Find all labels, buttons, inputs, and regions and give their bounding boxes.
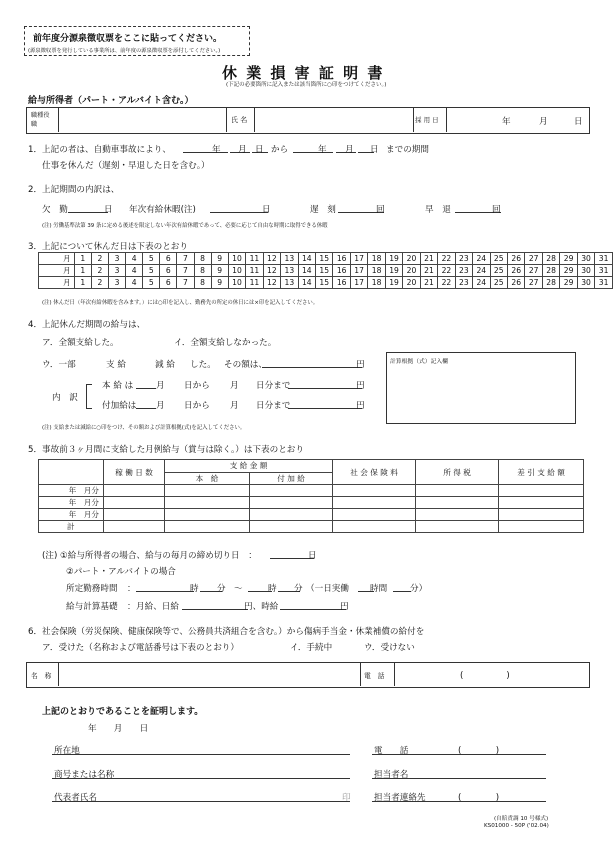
s3-note: (注) 休んだ日（年次有給休暇を含みます。）には○印を記入し、勤務先の所定の休日には×印を記入してください。 <box>42 300 319 306</box>
s4-allowance-label: 付加給は <box>102 401 137 411</box>
calendar-month-cell[interactable] <box>39 253 75 265</box>
s4-base-pay-label: 本 給 は <box>102 381 134 391</box>
s4-breakdown-label: 内 訳 <box>52 393 78 403</box>
calendar-day[interactable]: 20 <box>403 265 420 277</box>
name-label: 氏 名 <box>231 116 248 124</box>
table-cell[interactable] <box>499 509 584 521</box>
calendar-day[interactable]: 18 <box>368 253 385 265</box>
s2-paid-leave-unit: 日 <box>262 205 271 215</box>
s5-colon-1: ： <box>127 584 136 594</box>
row-label: 年 月分 <box>39 497 104 509</box>
calendar-day[interactable]: 11 <box>246 253 263 265</box>
s5-hourly-label: 円、時給 <box>244 602 279 612</box>
table-cell[interactable] <box>104 485 165 497</box>
page-title: 休 業 損 害 証 明 書 <box>222 64 385 82</box>
s1-year-unit: 年 <box>212 145 221 155</box>
s6-phone-paren: ( ) <box>460 671 510 681</box>
calendar-day[interactable]: 4 <box>126 253 143 265</box>
calendar-day[interactable]: 17 <box>350 277 367 289</box>
calendar-day[interactable]: 3 <box>108 265 125 277</box>
calendar-day[interactable]: 5 <box>143 277 160 289</box>
calendar-day[interactable]: 31 <box>595 253 613 265</box>
s5-colon-2: ： <box>127 602 136 612</box>
representative-label: 代表者氏名 <box>54 793 97 803</box>
absence-calendar <box>38 252 613 289</box>
calendar-day[interactable]: 8 <box>194 253 211 265</box>
s1-text: 1．上記の者は、自動車事故により、 <box>28 145 171 155</box>
calendar-day[interactable]: 2 <box>91 277 108 289</box>
s3-heading: 3．上記について休んだ日は下表のとおり <box>28 242 188 252</box>
s6-phone-label: 電 話 <box>364 672 385 680</box>
calendar-day[interactable]: 18 <box>368 277 385 289</box>
s4-amount-label: その額は、 <box>224 360 267 370</box>
representative-input[interactable] <box>52 801 350 802</box>
calendar-day[interactable]: 23 <box>455 253 472 265</box>
hire-year-unit: 年 <box>502 117 511 127</box>
col-extra-pay: 付 加 給 <box>250 472 333 485</box>
certify-phone-label: 電 話 <box>374 746 409 756</box>
s4-calc-box-label: 計算根拠（式）記入欄 <box>390 359 448 365</box>
s1-until: までの期間 <box>386 145 429 155</box>
col-pay-amount: 支 給 金 額 <box>165 460 333 473</box>
s4-allow-day-to: 日分まで <box>256 401 291 411</box>
calendar-day[interactable]: 29 <box>560 277 577 289</box>
company-label: 商号または名称 <box>54 770 115 780</box>
table-cell[interactable] <box>499 521 584 533</box>
calendar-day[interactable]: 1 <box>74 253 91 265</box>
calendar-day[interactable]: 7 <box>177 265 194 277</box>
calendar-day[interactable]: 1 <box>74 277 91 289</box>
calendar-day[interactable]: 21 <box>420 277 437 289</box>
hire-day-unit: 日 <box>574 117 583 127</box>
calendar-day[interactable]: 21 <box>420 265 437 277</box>
table-cell[interactable] <box>165 521 250 533</box>
s4-allow-from-month[interactable] <box>136 408 156 409</box>
table-cell[interactable] <box>250 485 333 497</box>
table-cell[interactable] <box>416 497 499 509</box>
calendar-day[interactable]: 19 <box>385 265 402 277</box>
calendar-day[interactable]: 24 <box>473 277 490 289</box>
calendar-day[interactable]: 20 <box>403 277 420 289</box>
calendar-day[interactable]: 9 <box>211 253 228 265</box>
s4-amount-unit: 円 <box>356 360 365 370</box>
s5-tilde: ～ <box>234 584 243 594</box>
table-cell[interactable] <box>165 485 250 497</box>
s1-text-b: 仕事を休んだ（遅刻・早退した日を含む。） <box>42 161 210 171</box>
calendar-day[interactable]: 25 <box>490 265 507 277</box>
s6-heading: 6．社会保険（労災保険、健康保険等で、公務員共済組合を含む。）から傷病手当金・休業補償の給付を <box>28 627 425 637</box>
col-work-days: 稼 働 日 数 <box>104 460 165 485</box>
table-cell[interactable] <box>104 497 165 509</box>
calendar-day[interactable]: 2 <box>91 265 108 277</box>
salary-table <box>38 459 584 533</box>
form-code: KS01000 - 50P ('02.04) <box>484 823 549 829</box>
calendar-day[interactable]: 29 <box>560 265 577 277</box>
s2-absence-label: 欠 勤 <box>42 205 68 215</box>
s1-start-year[interactable] <box>183 152 228 153</box>
contact-paren: ( ) <box>458 793 500 803</box>
contact-label: 担当者連絡先 <box>374 793 426 803</box>
calendar-day[interactable]: 18 <box>368 265 385 277</box>
s4-base-day-to: 日分まで <box>256 381 291 391</box>
calendar-day[interactable]: 14 <box>298 277 315 289</box>
form-number: (自賠責調 10 号様式) <box>494 816 549 822</box>
s4-base-yen: 円 <box>356 381 365 391</box>
contact-input[interactable] <box>372 801 546 802</box>
calendar-day[interactable]: 19 <box>385 277 402 289</box>
certify-date[interactable]: 年 月 日 <box>88 724 149 734</box>
calendar-day[interactable]: 30 <box>577 253 594 265</box>
s2-absence-unit: 日 <box>104 205 113 215</box>
calendar-day[interactable]: 28 <box>542 265 559 277</box>
calendar-day[interactable]: 10 <box>228 277 245 289</box>
s2-paid-leave-label: 年次有給休暇(注) <box>129 205 196 215</box>
table-cell[interactable] <box>250 497 333 509</box>
s6-option-u[interactable]: ウ．受けない <box>364 643 415 653</box>
address-label: 所在地 <box>54 746 80 756</box>
calendar-day[interactable]: 4 <box>126 277 143 289</box>
s4-paid-option[interactable]: 支 給 <box>106 360 126 370</box>
s4-option-u[interactable]: ウ．一部 <box>42 360 76 370</box>
calendar-day[interactable]: 5 <box>143 265 160 277</box>
s4-base-month-unit-2: 月 <box>230 381 239 391</box>
table-cell[interactable] <box>499 497 584 509</box>
table-row <box>39 497 584 509</box>
table-cell[interactable] <box>333 497 416 509</box>
paste-box-text: 前年度分源泉徴収票をここに貼ってください。 <box>33 34 223 44</box>
calendar-day[interactable]: 30 <box>577 265 594 277</box>
calendar-day[interactable]: 3 <box>108 277 125 289</box>
table-cell[interactable] <box>333 485 416 497</box>
s4-amount-input[interactable] <box>262 367 362 368</box>
calendar-day[interactable]: 11 <box>246 265 263 277</box>
s5-hourly-amount[interactable] <box>280 609 346 610</box>
calendar-day[interactable]: 7 <box>177 253 194 265</box>
calendar-day[interactable]: 14 <box>298 253 315 265</box>
calendar-day[interactable]: 24 <box>473 265 490 277</box>
s4-reduced-option[interactable]: 減 給 <box>155 360 175 370</box>
s6-name-label: 名 称 <box>31 672 52 680</box>
calendar-day[interactable]: 23 <box>455 265 472 277</box>
s1-month-unit: 月 <box>238 145 247 155</box>
job-label: 職種役職 <box>31 112 50 128</box>
s4-allow-amount[interactable] <box>288 408 362 409</box>
s4-allow-month-unit-2: 月 <box>230 401 239 411</box>
s2-paid-leave-days[interactable] <box>210 212 268 213</box>
s4-base-amount[interactable] <box>288 388 362 389</box>
calendar-day[interactable]: 15 <box>316 277 333 289</box>
col-social-insurance: 社 会 保 険 料 <box>333 460 416 485</box>
calendar-day[interactable]: 9 <box>211 277 228 289</box>
calendar-day[interactable]: 10 <box>228 253 245 265</box>
calendar-day[interactable]: 29 <box>560 253 577 265</box>
calendar-day[interactable]: 25 <box>490 277 507 289</box>
s5-minute-unit: 分 <box>217 584 226 594</box>
calendar-day[interactable]: 22 <box>438 265 455 277</box>
s1-day-unit: 日 <box>255 145 264 155</box>
calendar-day[interactable]: 25 <box>490 253 507 265</box>
calendar-day[interactable]: 28 <box>542 253 559 265</box>
s4-did: した。 <box>190 360 216 370</box>
s2-leave-early-label: 早 退 <box>425 205 451 215</box>
person-label: 担当者名 <box>374 770 409 780</box>
table-row <box>39 521 584 533</box>
seal-icon: 印 <box>342 793 351 803</box>
calendar-row <box>39 253 613 265</box>
calendar-day[interactable]: 16 <box>333 265 350 277</box>
certify-phone-input[interactable] <box>372 754 546 755</box>
name-field[interactable] <box>256 109 411 130</box>
calendar-day[interactable]: 30 <box>577 277 594 289</box>
calendar-day[interactable]: 17 <box>350 253 367 265</box>
s4-heading: 4．上記休んだ期間の給与は、 <box>28 320 146 330</box>
job-field[interactable] <box>60 109 224 130</box>
calendar-day[interactable]: 27 <box>525 277 542 289</box>
s5-note1: (注) ①給与所得者の場合、給与の毎月の締め切り日 ： <box>42 551 257 561</box>
s5-hour-unit: 時 <box>190 584 199 594</box>
s6-phone-field[interactable] <box>396 664 586 684</box>
table-cell[interactable] <box>416 521 499 533</box>
calendar-day[interactable]: 12 <box>263 277 280 289</box>
s5-basis-label: 給与計算基礎 <box>66 602 118 612</box>
col-base-pay: 本 給 <box>165 472 250 485</box>
calendar-day[interactable]: 3 <box>108 253 125 265</box>
s5-end-hour-unit: 時 <box>268 584 277 594</box>
s6-name-field[interactable] <box>60 664 358 684</box>
table-cell[interactable] <box>104 509 165 521</box>
s5-start-hour[interactable] <box>136 591 194 592</box>
s4-option-a[interactable]: ア．全額支給した。 <box>42 338 119 348</box>
table-cell[interactable] <box>165 509 250 521</box>
row-label: 年 月分 <box>39 485 104 497</box>
s4-base-month-unit: 月 <box>156 381 165 391</box>
calendar-day[interactable]: 15 <box>316 265 333 277</box>
certify-phone-paren: ( ) <box>458 746 500 756</box>
calendar-day[interactable]: 7 <box>177 277 194 289</box>
table-row <box>39 485 584 497</box>
total-label: 計 <box>39 521 104 533</box>
salary-table-blank-head <box>39 460 104 485</box>
calendar-day[interactable]: 12 <box>263 253 280 265</box>
table-cell[interactable] <box>416 509 499 521</box>
s5-hours-label: 所定勤務時間 <box>66 584 118 594</box>
table-cell[interactable] <box>165 497 250 509</box>
employee-section-label: 給与所得者（パート・アルバイト含む。） <box>28 96 194 106</box>
certify-text: 上記のとおりであることを証明します。 <box>42 707 204 717</box>
s4-allow-yen: 円 <box>356 401 365 411</box>
s4-allow-day-from: 日から <box>184 401 210 411</box>
s5-note2: ②パート・アルバイトの場合 <box>66 567 176 577</box>
calendar-day[interactable]: 21 <box>420 253 437 265</box>
calendar-day[interactable]: 26 <box>507 277 524 289</box>
calendar-day[interactable]: 31 <box>595 277 613 289</box>
s6-option-i[interactable]: イ．手続中 <box>290 643 333 653</box>
calendar-month-label: 月 <box>63 278 71 287</box>
calendar-day[interactable]: 19 <box>385 253 402 265</box>
col-net-pay: 差 引 支 給 額 <box>499 460 584 485</box>
s2-late-unit: 回 <box>376 205 385 215</box>
calendar-day[interactable]: 16 <box>333 253 350 265</box>
calendar-day[interactable]: 23 <box>455 277 472 289</box>
col-income-tax: 所 得 税 <box>416 460 499 485</box>
calendar-day[interactable]: 13 <box>281 265 298 277</box>
s2-absence-days[interactable] <box>68 212 108 213</box>
s1-from: から <box>271 145 289 155</box>
address-input[interactable] <box>52 754 350 755</box>
hire-date-label: 採 用 日 <box>415 116 439 124</box>
calendar-day[interactable]: 15 <box>316 253 333 265</box>
s2-leave-early-unit: 回 <box>492 205 501 215</box>
s5-monthly-amount[interactable] <box>182 609 248 610</box>
table-cell[interactable] <box>416 485 499 497</box>
table-cell[interactable] <box>250 521 333 533</box>
person-input[interactable] <box>372 778 546 779</box>
table-row <box>39 509 584 521</box>
calendar-day[interactable]: 27 <box>525 265 542 277</box>
title-note: (下記の必要箇所に記入または該当箇所に○印をつけてください。) <box>226 82 387 88</box>
calendar-day[interactable]: 26 <box>507 265 524 277</box>
calendar-day[interactable]: 12 <box>263 265 280 277</box>
calendar-row <box>39 265 613 277</box>
calendar-day[interactable]: 22 <box>438 277 455 289</box>
calendar-day[interactable]: 27 <box>525 253 542 265</box>
table-cell[interactable] <box>250 509 333 521</box>
s5-daily-minutes[interactable] <box>393 591 411 592</box>
calendar-day[interactable]: 16 <box>333 277 350 289</box>
s5-per-day: （一日実働 <box>306 584 349 594</box>
s5-heading: 5．事故前３ヶ月間に支給した月例給与（賞与は除く。）は下表のとおり <box>28 445 304 455</box>
calendar-day[interactable]: 8 <box>194 265 211 277</box>
calendar-day[interactable]: 14 <box>298 265 315 277</box>
s4-option-i[interactable]: イ．全額支給しなかった。 <box>174 338 277 348</box>
s5-end-minute-unit: 分 <box>294 584 303 594</box>
hire-month-unit: 月 <box>539 117 548 127</box>
s5-monthly-daily: 月給、日給 <box>136 602 179 612</box>
s2-note: (注) 労働基準法第 39 条に定める後述を限定しない年次有給休暇であって、必要に応じて自由な時期に取得できる休暇 <box>42 223 328 229</box>
calendar-row <box>39 277 613 289</box>
table-cell[interactable] <box>333 509 416 521</box>
calendar-day[interactable]: 17 <box>350 265 367 277</box>
calendar-day[interactable]: 6 <box>160 253 177 265</box>
table-cell[interactable] <box>333 521 416 533</box>
calendar-day[interactable]: 5 <box>143 253 160 265</box>
s5-hours-unit: 時間 <box>370 584 388 594</box>
table-cell[interactable] <box>104 521 165 533</box>
calendar-month-cell[interactable] <box>39 265 75 277</box>
calendar-day[interactable]: 10 <box>228 265 245 277</box>
calendar-day[interactable]: 28 <box>542 277 559 289</box>
calendar-day[interactable]: 13 <box>281 253 298 265</box>
calendar-day[interactable]: 6 <box>160 265 177 277</box>
calendar-day[interactable]: 13 <box>281 277 298 289</box>
calendar-day[interactable]: 9 <box>211 265 228 277</box>
calendar-day[interactable]: 26 <box>507 253 524 265</box>
calendar-day[interactable]: 4 <box>126 265 143 277</box>
s4-base-from-month[interactable] <box>136 388 156 389</box>
s1-end-month-unit: 月 <box>345 145 354 155</box>
calendar-day[interactable]: 6 <box>160 277 177 289</box>
s4-base-day-from: 日から <box>184 381 210 391</box>
calendar-month-label: 月 <box>63 266 71 275</box>
table-cell[interactable] <box>499 485 584 497</box>
s2-heading: 2．上記期間の内訳は、 <box>28 185 120 195</box>
row-label: 年 月分 <box>39 509 104 521</box>
calendar-month-cell[interactable] <box>39 277 75 289</box>
calendar-day[interactable]: 22 <box>438 253 455 265</box>
s1-end-day-unit: 日 <box>370 145 379 155</box>
calendar-day[interactable]: 1 <box>74 265 91 277</box>
s5-hourly-yen: 円 <box>340 602 349 612</box>
paste-box-note: (源泉徴収票を発行している事業所は、前年度の源泉徴収票を添付してください。) <box>28 48 221 54</box>
s6-option-a[interactable]: ア．受けた（名称および電話番号は下表のとおり） <box>42 643 239 653</box>
calendar-day[interactable]: 31 <box>595 265 613 277</box>
hire-date-field[interactable] <box>448 109 586 130</box>
s1-end-year-unit: 年 <box>318 145 327 155</box>
calendar-day[interactable]: 20 <box>403 253 420 265</box>
calendar-day[interactable]: 11 <box>246 277 263 289</box>
s5-minutes-close: 分） <box>410 584 428 594</box>
s5-closing-day-unit: 日 <box>308 551 317 561</box>
calendar-day[interactable]: 8 <box>194 277 211 289</box>
s1-end-year[interactable] <box>293 152 333 153</box>
calendar-day[interactable]: 24 <box>473 253 490 265</box>
calendar-month-label: 月 <box>63 254 71 263</box>
company-input[interactable] <box>52 778 350 779</box>
s4-note: (注) 支給または減給に○印をつけ、その額および計算根拠(式)を記入してください。 <box>42 425 246 431</box>
s4-allow-month-unit: 月 <box>156 401 165 411</box>
calendar-day[interactable]: 2 <box>91 253 108 265</box>
s2-late-label: 遅 刻 <box>310 205 336 215</box>
